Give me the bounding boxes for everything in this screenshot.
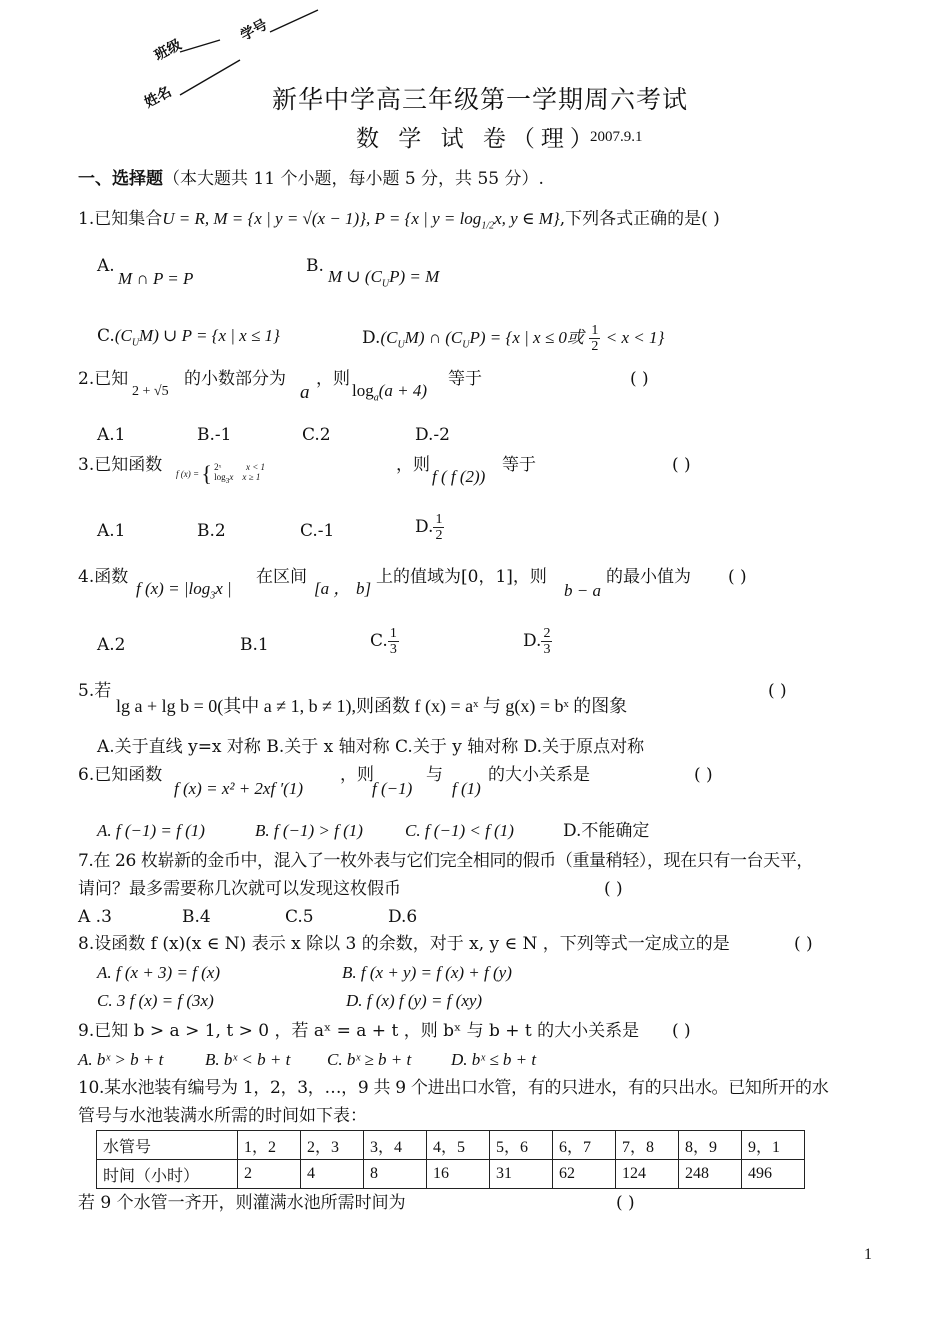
exam-subtitle: 数 学 试 卷（理） [356, 126, 599, 152]
q7-answer-paren: ( ) [604, 879, 623, 899]
q6-option-d: D.不能确定 [563, 821, 650, 841]
q2-tail: 等于 [448, 369, 482, 389]
question-9: 9.已知 b > a > 1, t > 0 ，若 aˣ = a + t ，则 bˣ 与 b + t 的大小关系是 [78, 1021, 640, 1041]
q6-tail: 的大小关系是 [488, 765, 590, 785]
q4-answer-paren: ( ) [728, 567, 747, 587]
q4-b-minus-a: b − a [564, 581, 601, 600]
q1-option-a [97, 255, 115, 277]
q3-option-c: C.-1 [300, 521, 335, 541]
q2-option-a: A.1 [97, 425, 126, 445]
q1-d-fraction: $\frac{1}{2}$ [591, 323, 599, 354]
table-cell: 4，5 [427, 1131, 490, 1160]
q6-fm1: f (−1) [372, 779, 413, 798]
q2-var: a [300, 382, 310, 403]
q2-mid: 的小数部分为 [184, 369, 286, 389]
q6-option-a: A. f (−1) = f (1) [97, 821, 205, 840]
q3-expr: f ( f (2)) [432, 467, 486, 486]
q5-options: A.关于直线 y=x 对称 B.关于 x 轴对称 C.关于 y 轴对称 D.关于原点对称 [97, 737, 645, 757]
q6-answer-paren: ( ) [694, 765, 713, 785]
table-cell: 8，9 [679, 1131, 742, 1160]
q4-option-c: C. $\frac{1}{3}$ [370, 626, 397, 657]
q8-option-c: C. 3 f (x) = f (3x) [97, 991, 214, 1010]
table-row [97, 1160, 805, 1189]
question-6: 6.已知函数 [78, 765, 163, 785]
q1-option-c: $C.(C_UM)$ ∪ P = {x | x ≤ 1} [97, 326, 280, 349]
table-cell: 2，3 [301, 1131, 364, 1160]
page-number: 1 [864, 1246, 872, 1263]
q1-option-a-expr: M ∩ P = P [118, 269, 194, 288]
question-10-tail: 若 9 个水管一齐开，则灌满水池所需时间为 [78, 1193, 406, 1213]
question-2: 2.已知 [78, 369, 129, 389]
q8-option-a: A. f (x + 3) = f (x) [97, 963, 221, 982]
q4-function: f $(x) = |\log_3x$ | [136, 579, 232, 602]
q8-option-d: D. f (x) f (y) = f (xy) [346, 991, 483, 1010]
q1-ask: ,下列各式正确的是( ) [559, 209, 720, 229]
question-7-line1: 7.在 26 枚崭新的金币中，混入了一枚外表与它们完全相同的假币（重量稍轻），现在只有一台天平， [78, 851, 813, 871]
q7-option-d: D.6 [388, 907, 418, 927]
q3-then: ，则 [396, 455, 430, 475]
table-cell: 2 [238, 1160, 301, 1189]
question-7-line2: 请问？最多需要称几次就可以发现这枚假币 [78, 879, 401, 899]
q3-function: f (x) = { 2ˣ x < 1 $\log_3x$ x ≥ 1 [176, 460, 266, 486]
q4-option-a: A.2 [97, 635, 126, 655]
pipe-time-table [96, 1130, 805, 1189]
q9-option-d: D. bˣ ≤ b + t [451, 1050, 537, 1069]
q2-then: ，则 [316, 369, 350, 389]
section-heading [78, 168, 544, 190]
q1-option-b [306, 255, 324, 277]
name-blank-line [180, 60, 240, 95]
q2-log: $\log_a(a + 4)$ [352, 381, 428, 404]
q9-answer-paren: ( ) [672, 1021, 691, 1041]
table-cell: 16 [427, 1160, 490, 1189]
q4-option-d: D. $\frac{2}{3}$ [523, 626, 551, 657]
q4-tail: 的最小值为 [606, 567, 691, 587]
table-cell: 5，6 [490, 1131, 553, 1160]
exam-title: 新华中学高三年级第一学期周六考试 [272, 85, 689, 114]
question-10-line1: 10.某水池装有编号为 1，2，3，…，9 共 9 个进出口水管，有的只进水，有的只出水。已知所开的水 [78, 1078, 829, 1098]
q2-answer-paren: ( ) [630, 369, 649, 389]
q8-option-b: B. f (x + y) = f (x) + f (y) [342, 963, 512, 982]
table-cell: 1，2 [238, 1131, 301, 1160]
q1-b-label: B. [306, 256, 324, 276]
q5-answer-paren: ( ) [768, 681, 787, 701]
q1-sets-tail: x, y ∈ M} [494, 209, 560, 228]
table-cell: 8 [364, 1160, 427, 1189]
q1-option-d: $D.(C_UM)$ ∩ $(C_UP) = \{x$ | x ≤ 0或 $\frac{1}{2}$ < x < 1} [362, 323, 665, 354]
table-cell: 124 [616, 1160, 679, 1189]
q10-answer-paren: ( ) [616, 1193, 635, 1213]
q2-option-c: C.2 [302, 425, 331, 445]
table-cell: 6，7 [553, 1131, 616, 1160]
table-cell: 62 [553, 1160, 616, 1189]
table-row [97, 1131, 805, 1160]
question-1 [78, 208, 720, 237]
q9-option-c: C. bˣ ≥ b + t [327, 1050, 412, 1069]
table-cell: 4 [301, 1160, 364, 1189]
q6-f1: f (1) [452, 779, 481, 798]
q1-option-b-expr: M ∪ $(C_UP) = M$ [328, 267, 440, 290]
q3-answer-paren: ( ) [672, 455, 691, 475]
q2-expr: 2 + √5 [132, 384, 169, 399]
question-3: 3.已知函数 [78, 455, 163, 475]
q5-expr: lg a + lg b = 0(其中 a ≠ 1, b ≠ 1),则函数 f (x) = aˣ 与 g(x) = bˣ 的图象 [116, 696, 628, 716]
q4-mid2: 上的值域为[0，1]，则 [376, 567, 547, 587]
table-cell: 9，1 [742, 1131, 805, 1160]
number-label: 学号 [238, 16, 271, 45]
q3-option-d: D. $\frac{1}{2}$ [415, 512, 443, 543]
number-blank-line [270, 10, 318, 32]
q4-option-b: B.1 [240, 635, 269, 655]
question-4: 4.函数 [78, 567, 129, 587]
class-label: 班级 [152, 36, 185, 65]
q2-option-b: B.-1 [197, 425, 232, 445]
class-blank-line [180, 40, 220, 52]
q1-log-base: 1/2 [481, 220, 495, 232]
q2-option-d: D.-2 [415, 425, 450, 445]
table-cell: 3，4 [364, 1131, 427, 1160]
table-cell: 7，8 [616, 1131, 679, 1160]
section-note: （本大题共 11 个小题，每小题 5 分，共 55 分）. [163, 169, 544, 189]
q6-option-b: B. f (−1) > f (1) [255, 821, 363, 840]
name-label: 姓名 [142, 83, 175, 112]
q1-sets: U = R, M = {x | y = √(x − 1)}, P = {x | y = log [162, 209, 482, 228]
question-8: 8.设函数 f (x)(x ∈ N) 表示 x 除以 3 的余数，对于 x, y ∈ N ，下列等式一定成立的是 [78, 934, 730, 954]
q9-option-a: A. bˣ > b + t [78, 1050, 164, 1069]
q1-lead: 1.已知集合 [78, 209, 163, 229]
q3-option-b: B.2 [197, 521, 226, 541]
question-10-line2: 管号与水池装满水所需的时间如下表： [78, 1106, 367, 1126]
q4-interval-left: [a ， [314, 579, 351, 598]
q3-tail: 等于 [502, 455, 536, 475]
question-5: 5.若 [78, 681, 112, 701]
q6-option-c: C. f (−1) < f (1) [405, 821, 514, 840]
section-title: 一、选择题 [78, 169, 163, 189]
q7-option-c: C.5 [285, 907, 314, 927]
exam-date: 2007.9.1 [590, 129, 643, 145]
table-cell: 496 [742, 1160, 805, 1189]
q3-option-a: A.1 [97, 521, 126, 541]
q7-option-b: B.4 [182, 907, 211, 927]
table-header-cell: 时间（小时） [97, 1160, 238, 1189]
table-header-cell: 水管号 [97, 1131, 238, 1160]
q4-mid: 在区间 [256, 567, 307, 587]
q9-option-b: B. bˣ < b + t [205, 1050, 291, 1069]
q1-a-label: A. [97, 256, 115, 276]
q6-expr: f (x) = x² + 2xf ′(1) [174, 779, 303, 798]
q7-option-a: A .3 [78, 907, 112, 927]
q4-interval-right: b] [356, 579, 372, 598]
table-cell: 31 [490, 1160, 553, 1189]
q6-and: 与 [426, 765, 443, 785]
q6-then: ，则 [340, 765, 374, 785]
table-cell: 248 [679, 1160, 742, 1189]
q8-answer-paren: ( ) [794, 934, 813, 954]
